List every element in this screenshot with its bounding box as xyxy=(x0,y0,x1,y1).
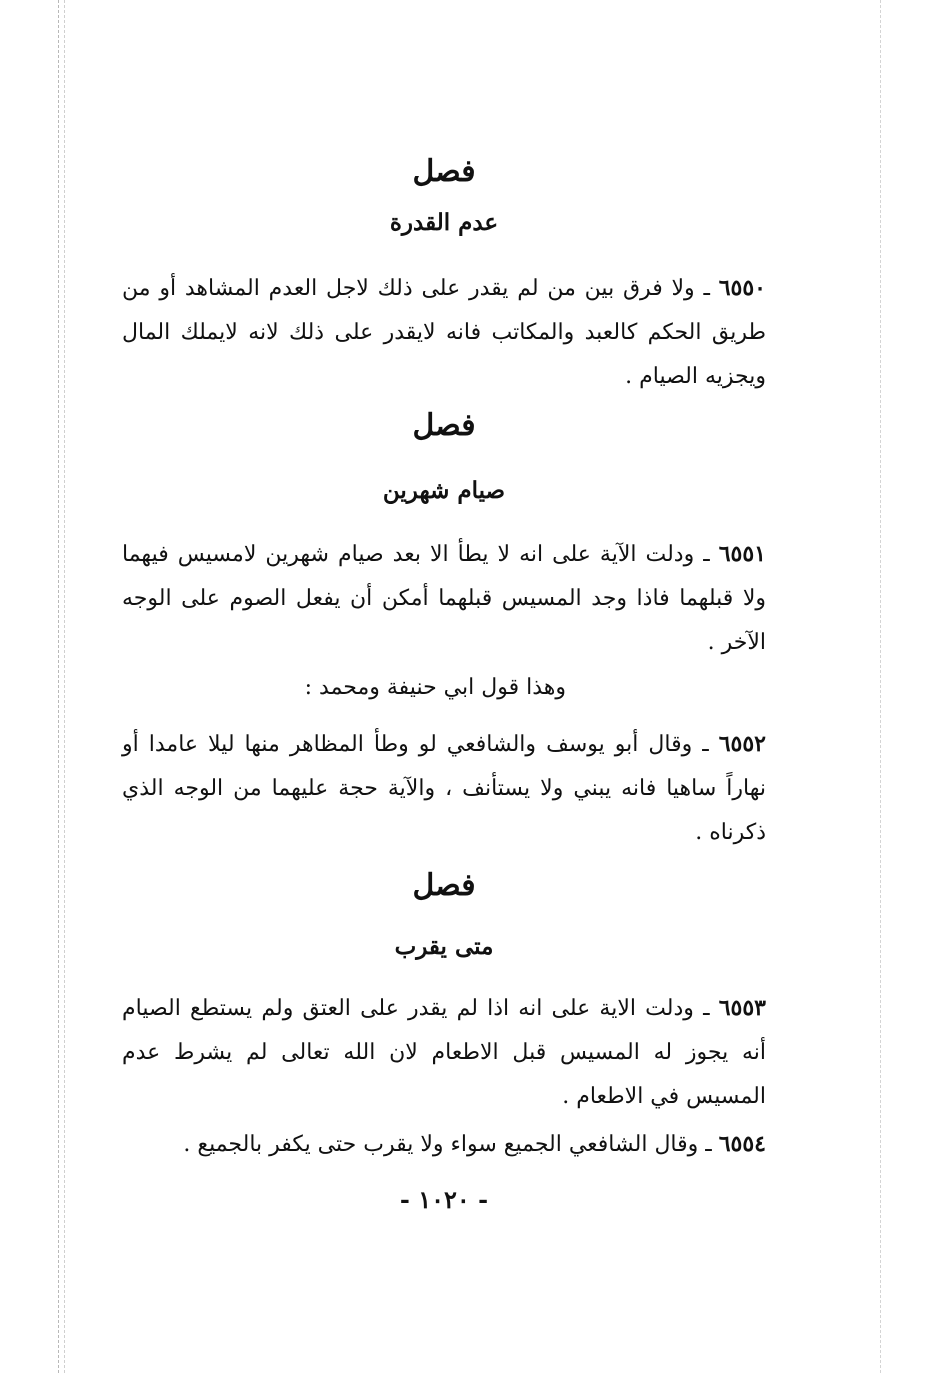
paragraph: ٦٥٥٤ ـ وقال الشافعي الجميع سواء ولا يقرب حتى يكفر بالجميع . xyxy=(183,1131,766,1157)
paragraph-number: ٦٥٥٢ xyxy=(718,731,766,757)
paragraph-number: ٦٥٥٤ xyxy=(718,1131,766,1157)
section-heading xyxy=(122,406,766,446)
section-heading-text: فصل xyxy=(412,868,476,903)
scan-edge-line xyxy=(64,0,65,1373)
paragraph: ٦٥٥٣ ـ ودلت الاية على انه اذا لم يقدر على العتق ولم يستطع الصيام أنه يجوز له المسيس قبل الاطعام لان الله تعالى لم يشرط عدم المسيس في الاطعام . xyxy=(122,995,766,1109)
scan-edge-line xyxy=(58,0,59,1373)
paragraph-number: ٦٥٥٠ xyxy=(718,275,766,301)
section-heading xyxy=(122,866,766,906)
paragraph-text: وقال الشافعي الجميع سواء ولا يقرب حتى يكفر بالجميع . xyxy=(183,1132,699,1157)
paragraph-text: ولا فرق بين من لم يقدر على ذلك لاجل العدم المشاهد أو من طريق الحكم كالعبد والمكاتب فانه لايقدر على ذلك لانه لايملك المال ويجزيه الصيام . xyxy=(122,276,766,389)
section-subheading: صيام شهرين xyxy=(382,477,506,504)
paragraph-number: ٦٥٥٣ xyxy=(718,995,766,1021)
page-number: - ١٠٢٠ - xyxy=(399,1185,489,1214)
paragraph: ٦٥٥٢ ـ وقال أبو يوسف والشافعي لو وطأ المظاهر منها ليلا عامدا أو نهاراً ساهيا فانه يبني ولا يستأنف ، والآية حجة عليهما من الوجه الذي ذكرناه . xyxy=(122,731,766,845)
paragraph-text: ودلت الآية على انه لا يطأ الا بعد صيام شهرين لامسيس فيهما ولا قبلهما فاذا وجد المسيس قبلهما أمكن أن يفعل الصوم على الوجه الآخر . xyxy=(122,542,766,655)
document-page xyxy=(122,0,766,1373)
paragraph: ٦٥٥١ ـ ودلت الآية على انه لا يطأ الا بعد صيام شهرين لامسيس فيهما ولا قبلهما فاذا وجد المسيس قبلهما أمكن أن يفعل الصوم على الوجه الآخر . xyxy=(122,541,766,655)
section-heading xyxy=(122,152,766,192)
paragraph-text: وقال أبو يوسف والشافعي لو وطأ المظاهر منها ليلا عامدا أو نهاراً ساهيا فانه يبني ولا يستأنف ، والآية حجة عليهما من الوجه الذي ذكرناه . xyxy=(122,732,766,845)
section-heading-text: فصل xyxy=(412,154,476,189)
section-heading-text: فصل xyxy=(412,408,476,443)
paragraph: ٦٥٥٠ ـ ولا فرق بين من لم يقدر على ذلك لاجل العدم المشاهد أو من طريق الحكم كالعبد والمكاتب فانه لايقدر على ذلك لانه لايملك المال ويجزيه الصيام . xyxy=(122,275,766,389)
scan-edge-line xyxy=(880,0,881,1373)
note-line: وهذا قول ابي حنيفة ومحمد : xyxy=(304,675,566,700)
section-subheading: متى يقرب xyxy=(394,933,494,960)
paragraph-text: ودلت الاية على انه اذا لم يقدر على العتق ولم يستطع الصيام أنه يجوز له المسيس قبل الاطعام لان الله تعالى لم يشرط عدم المسيس في الاطعام . xyxy=(122,996,766,1109)
paragraph-number: ٦٥٥١ xyxy=(718,541,766,567)
section-subheading: عدم القدرة xyxy=(389,209,499,236)
